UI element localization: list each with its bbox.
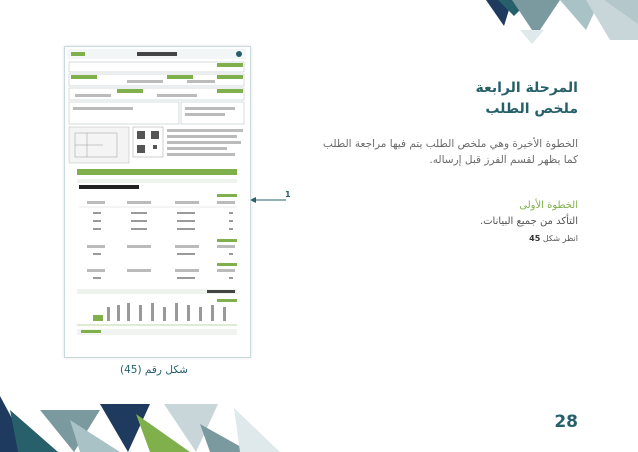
- stage-title: المرحلة الرابعة: [475, 80, 578, 96]
- step-text: التأكد من جميع البيانات.: [479, 216, 578, 227]
- intro-paragraph: الخطوة الأخيرة وهي ملخص الطلب يتم فيها مراجعة الطلب كما يظهر لقسم الفرز قبل إرساله.: [323, 138, 578, 166]
- figure-reference-number: 45: [529, 234, 541, 243]
- section-title: ملخص الطلب: [485, 101, 578, 117]
- figure-caption: شكل رقم (45): [120, 364, 188, 376]
- callout-number: 1: [285, 190, 291, 199]
- figure-reference-prefix: انظر شكل: [542, 234, 578, 243]
- page-number: 28: [554, 412, 578, 432]
- summary-screenshot: [67, 49, 246, 353]
- step-heading: الخطوة الأولى: [519, 200, 578, 211]
